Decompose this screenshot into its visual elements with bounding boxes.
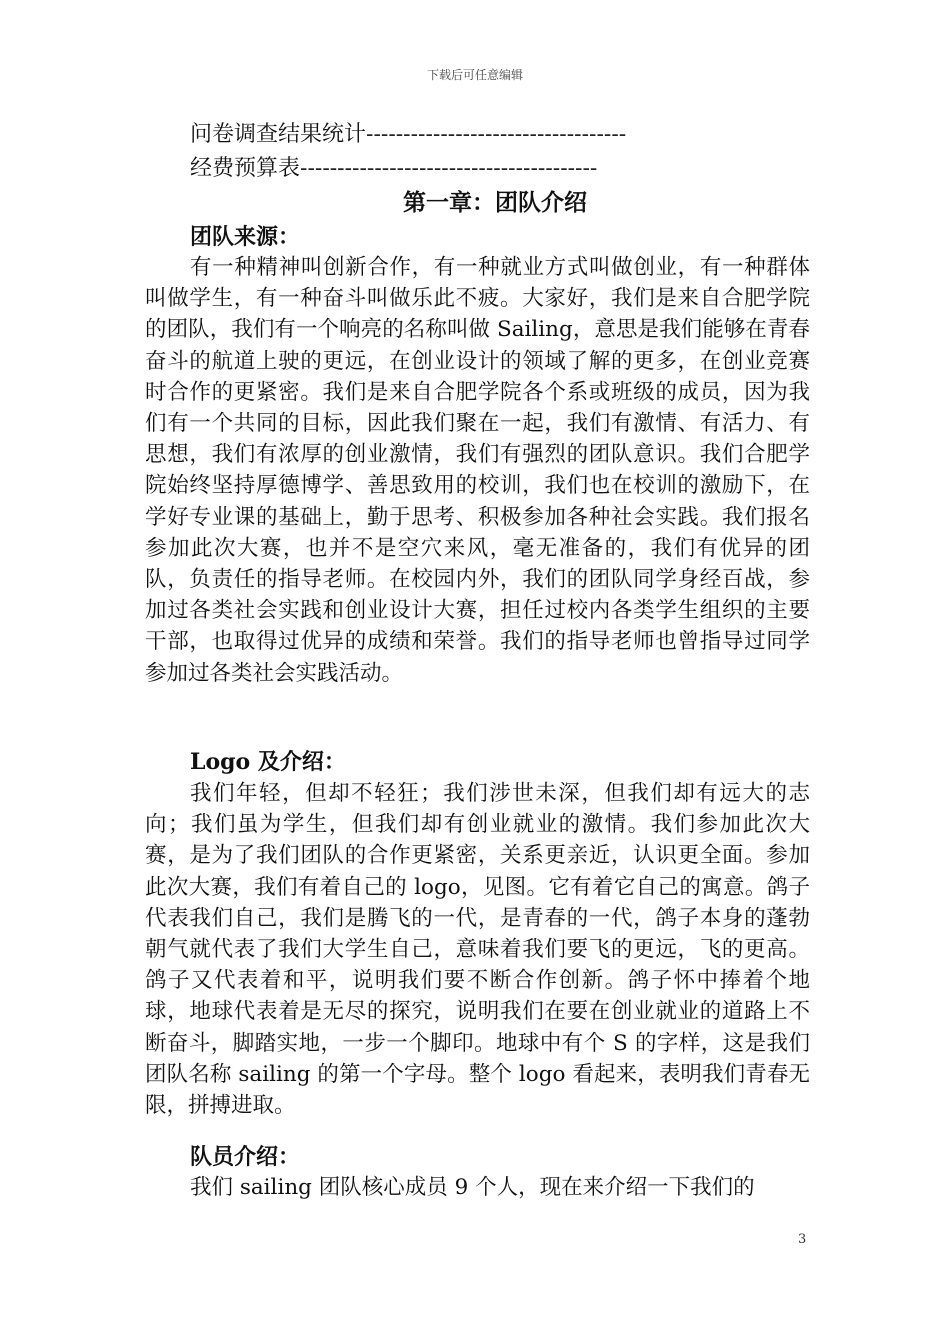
toc-entry-label: 问卷调查结果统计 xyxy=(190,122,367,147)
section-heading-team-origin: 团队来源： xyxy=(190,224,301,250)
paragraph-members: 我们 sailing 团队核心成员 9 个人，现在来介绍一下我们的 xyxy=(190,1175,755,1200)
page-number: 3 xyxy=(798,1232,807,1247)
toc-leader: ----------------------------------- xyxy=(366,122,627,147)
section-heading-logo: Logo 及介绍： xyxy=(190,749,346,775)
paragraph-team-origin: 有一种精神叫创新合作，有一种就业方式叫做创业，有一种群体叫做学生，有一种奋斗叫做乐此不疲。大家好，我们是来自合肥学院的团队，我们有一个响亮的名称叫做 Sailing，意思是我们能够在青春奋斗的航道上驶的更远，在创业设计的领域了解的更多，在创业竞赛时合作的更紧密。我们是来自合肥学院各个系或班级的成员，因为我们有一个共同的目标，因此我们聚在一起，我们有激情、有活力、有思想，我们有浓厚的创业激情，我们有强烈的团队意识。我们合肥学院始终坚持厚德博学、善思致用的校训，我们也在校训的激励下，在学好专业课的基础上，勤于思考、积极参加各种社会实践。我们报名参加此次大赛，也并不是空穴来风，毫无准备的，我们有优异的团队，负责任的指导老师。在校园内外，我们的团队同学身经百战，参加过各类社会实践和创业设计大赛，担任过校内各类学生组织的主要干部，也取得过优异的成绩和荣誉。我们的指导老师也曾指导过同学参加过各类社会实践活动。 xyxy=(145,255,810,686)
toc-leader: ---------------------------------------- xyxy=(300,156,598,181)
chapter-title: 第一章：团队介绍 xyxy=(403,189,587,216)
toc-entry-label: 经费预算表 xyxy=(190,156,301,181)
section-heading-members: 队员介绍： xyxy=(190,1144,301,1170)
toc-entry-survey[interactable] xyxy=(190,118,790,152)
toc-entry-budget[interactable] xyxy=(190,152,790,186)
page-header: 下载后可任意编辑 xyxy=(426,68,523,82)
paragraph-logo: 我们年轻，但却不轻狂；我们涉世未深，但我们却有远大的志向；我们虽为学生，但我们却有创业就业的激情。我们参加此次大赛，是为了我们团队的合作更紧密，关系更亲近，认识更全面。参加此次大赛，我们有着自己的 logo，见图。它有着它自己的寓意。鸽子代表我们自己，我们是腾飞的一代，是青春的一代，鸽子本身的蓬勃朝气就代表了我们大学生自己，意味着我们要飞的更远，飞的更高。鸽子又代表着和平，说明我们要不断合作创新。鸽子怀中捧着个地球，地球代表着是无尽的探究，说明我们在要在创业就业的道路上不断奋斗，脚踏实地，一步一个脚印。地球中有个 S 的字样，这是我们团队名称 sailing 的第一个字母。整个 logo 看起来，表明我们青春无限，拼搏进取。 xyxy=(145,781,810,1119)
